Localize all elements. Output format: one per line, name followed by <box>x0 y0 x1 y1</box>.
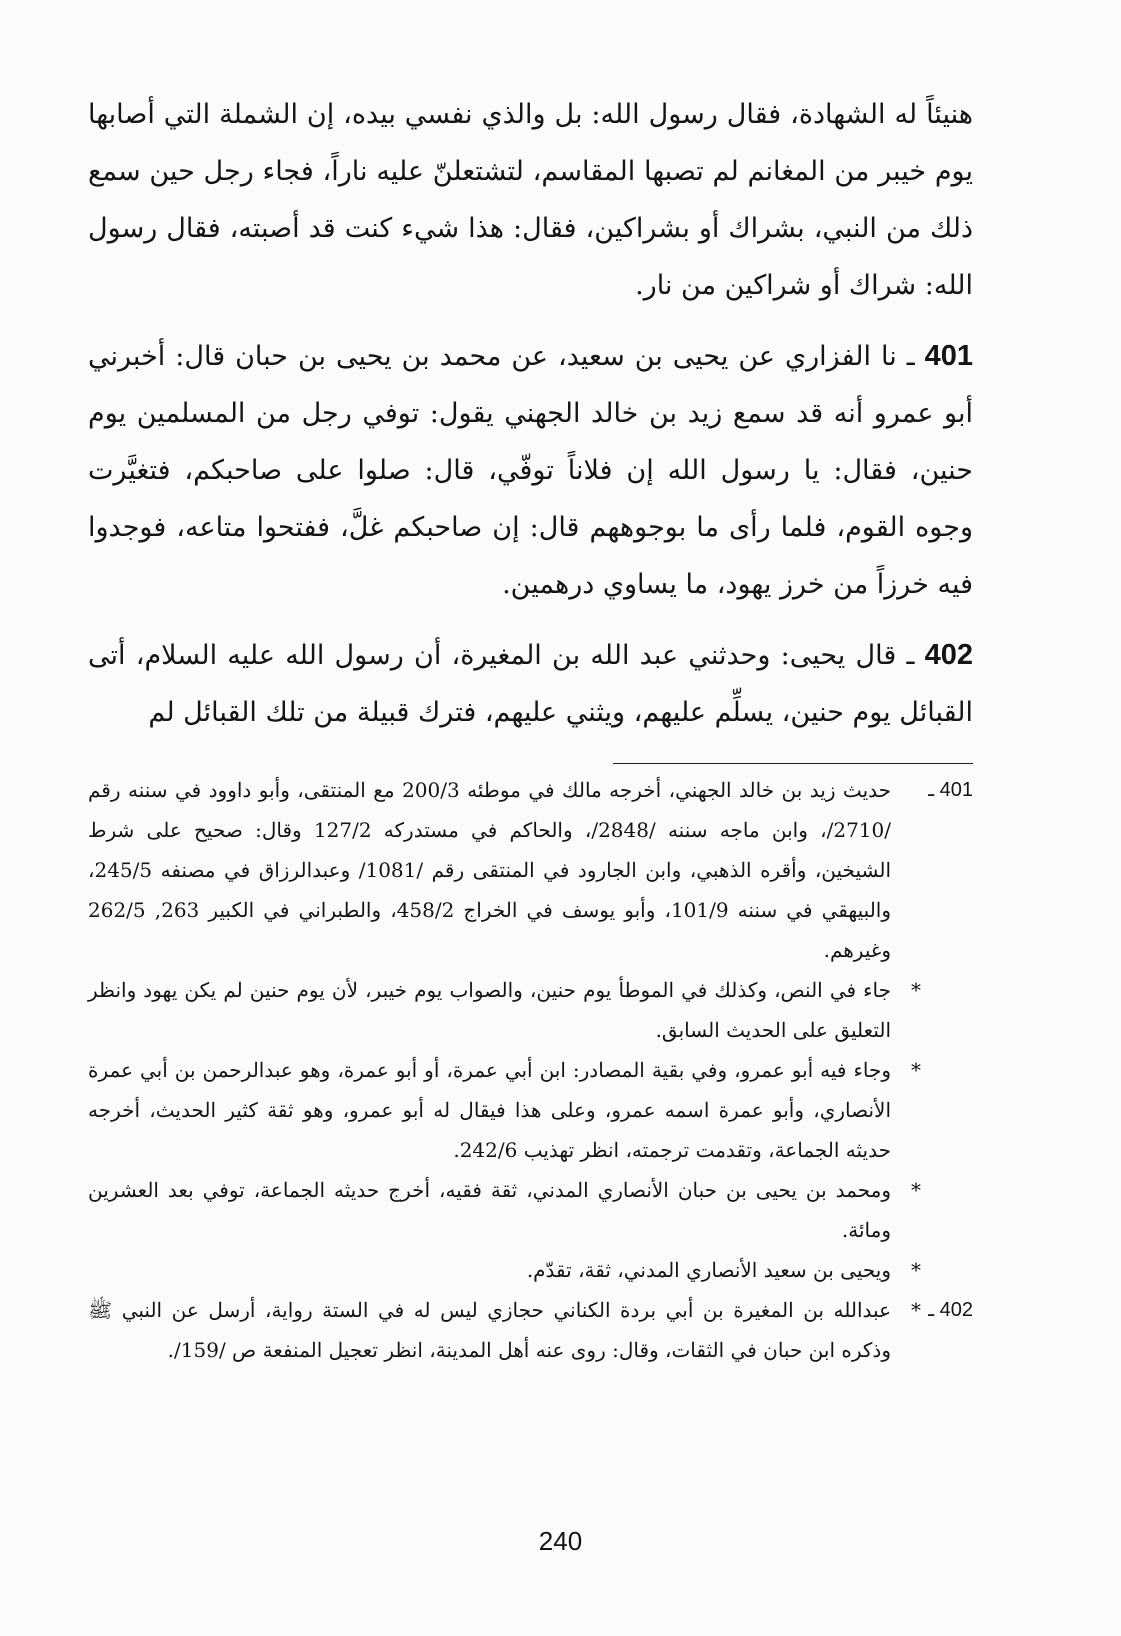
hadith-separator: ـ <box>896 640 925 671</box>
hadith-number: 402 <box>924 639 973 671</box>
footnote <box>88 1050 973 1170</box>
footnote <box>88 1290 973 1370</box>
paragraph-hadith-401 <box>88 328 973 613</box>
main-text <box>88 86 973 741</box>
footnote-text: حديث زيد بن خالد الجهني، أخرجه مالك في موطئه 200/3 مع المنتقى، وأبو داوود في سننه رقم /2710/، وابن ماجه سننه /2848/، والحاكم في مستدركه 127/2 وقال: صحيح على شرط الشيخين، وأقره الذهبي، وابن الجارود في المنتقى رقم /1081/ وعبدالرزاق في مصنفه 245/5، والبيهقي في سننه 101/9، وأبو يوسف في الخراج 458/2، والطبراني في الكبير 263, 262/5 وغيرهم. <box>88 778 892 962</box>
footnote-star: * <box>911 1058 921 1082</box>
footnote-star: * <box>911 1298 921 1322</box>
paragraph-text: نا الفزاري عن يحيى بن سعيد، عن محمد بن يحيى بن حبان قال: أخبرني أبو عمرو أنه قد سمع زيد بن خالد الجهني يقول: توفي رجل من المسلمين يوم حنين، فقال: يا رسول الله إن فلاناً توفّي، قال: صلوا على صاحبكم، فتغيَّرت وجوه القوم، فلما رأى ما بوجوههم قال: إن صاحبكم غلَّ، ففتحوا متاعه، فوجدوا فيه خرزاً من خرز يهود، ما يساوي درهمين. <box>88 341 973 600</box>
hadith-number: 401 <box>924 340 974 372</box>
paragraph-text: هنيئاً له الشهادة، فقال رسول الله: بل والذي نفسي بيده، إن الشملة التي أصابها يوم خيبر من المغانم لم تصبها المقاسم، لتشتعلنّ عليه ناراً، فجاء رجل حين سمع ذلك من النبي، بشراك أو بشراكين، فقال: هذا شيء كنت قد أصبته، فقال رسول الله: شراك أو شراكين من نار. <box>88 99 973 301</box>
paragraph-text: قال يحيى: وحدثني عبد الله بن المغيرة، أن رسول الله عليه السلام، أتى القبائل يوم حنين، يسلِّم عليهم، ويثني عليهم، فترك قبيلة من تلك القبائل لم <box>88 640 973 728</box>
paragraph-hadith-402 <box>88 627 973 741</box>
page-number: 240 <box>538 1526 583 1556</box>
footnote-star: * <box>911 1258 921 1282</box>
footnote-label: 402 ـ <box>928 1299 973 1321</box>
footnote-text: جاء في النص، وكذلك في الموطأ يوم حنين، والصواب يوم خيبر، لأن يوم حنين لم يكن يهود وانظر التعليق على الحديث السابق. <box>88 978 891 1042</box>
footnote-text: ويحيى بن سعيد الأنصاري المدني، ثقة، تقدّم. <box>526 1258 891 1282</box>
footnote-text: عبدالله بن المغيرة بن أبي بردة الكناني حجازي ليس له في الستة رواية، أرسل عن النبي ﷺ وذكره ابن حبان في الثقات، وقال: روى عنه أهل المدينة، انظر تعجيل المنفعة ص /159/. <box>88 1298 891 1362</box>
footnote <box>88 770 973 970</box>
footnote-star: * <box>911 978 921 1002</box>
footnote <box>88 1250 973 1290</box>
footnote-text: ومحمد بن يحيى بن حبان الأنصاري المدني، ثقة فقيه، أخرج حديثه الجماعة، توفي بعد العشرين ومائة. <box>88 1178 891 1242</box>
footnote-divider <box>613 763 973 764</box>
book-page <box>88 86 973 1370</box>
hadith-separator: ـ <box>896 341 925 372</box>
footnotes <box>88 770 973 1370</box>
footnote <box>88 1170 973 1250</box>
footnote-star: * <box>911 1178 921 1202</box>
footnote-text: وجاء فيه أبو عمرو، وفي بقية المصادر: ابن أبي عمرة، أو أبو عمرة، وهو عبدالرحمن بن أبي عمرة الأنصاري، وأبو عمرة اسمه عمرو، وعلى هذا فيقال له أبو عمرو، وهو ثقة كثير الحديث، أخرجه حديثه الجماعة، وتقدمت ترجمته، انظر تهذيب 242/6. <box>88 1058 891 1162</box>
footnote-label: 401 ـ <box>928 779 973 801</box>
footnote <box>88 970 973 1050</box>
paragraph-continuation <box>88 86 973 314</box>
